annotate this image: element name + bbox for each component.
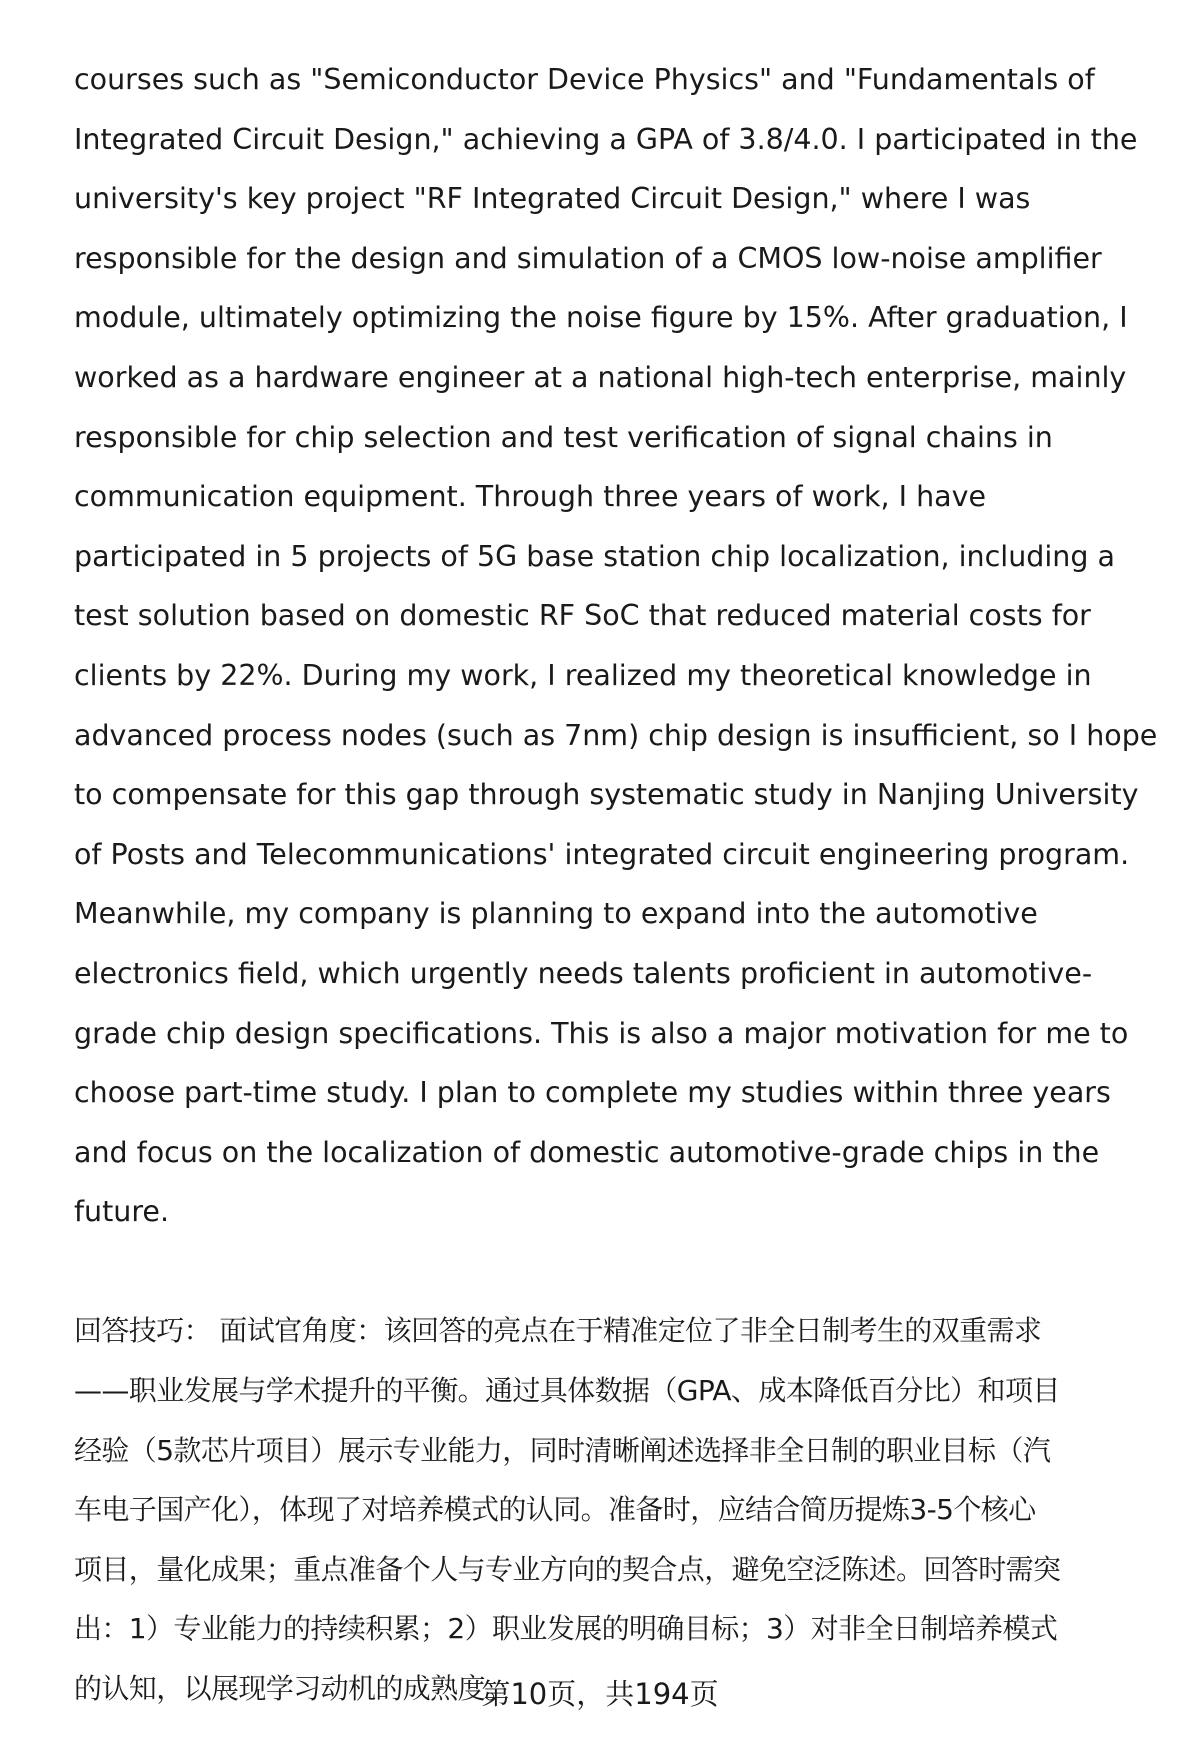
text-line: worked as a hardware engineer at a national high-tech enterprise, mainly xyxy=(74,360,1127,394)
text-line: university's key project "RF Integrated Circuit Design," where I was xyxy=(74,182,1031,216)
text-line: of Posts and Telecommunications' integrated circuit engineering program. xyxy=(74,837,1130,871)
text-line: clients by 22%. During my work, I realized my theoretical knowledge in xyxy=(74,658,1092,692)
document-page xyxy=(74,50,1158,1719)
text-line: ——职业发展与学术提升的平衡。通过具体数据（GPA、成本降低百分比）和项目 xyxy=(74,1374,1060,1408)
text-line: participated in 5 projects of 5G base station chip localization, including a xyxy=(74,539,1115,573)
text-line: and focus on the localization of domestic automotive-grade chips in the xyxy=(74,1135,1100,1169)
answer-paragraph xyxy=(74,50,1158,1242)
page-number: 第10页，共194页 xyxy=(481,1677,719,1711)
text-line: choose part-time study. I plan to complete my studies within three years xyxy=(74,1076,1111,1110)
text-line: 回答技巧： 面试官角度：该回答的亮点在于精准定位了非全日制考生的双重需求 xyxy=(74,1314,1042,1348)
text-line: communication equipment. Through three years of work, I have xyxy=(74,480,987,514)
answer-tips-paragraph xyxy=(74,1301,1154,1718)
text-line: responsible for the design and simulation of a CMOS low-noise amplifier xyxy=(74,241,1102,275)
text-line: responsible for chip selection and test verification of signal chains in xyxy=(74,420,1053,454)
text-line: Integrated Circuit Design," achieving a GPA of 3.8/4.0. I participated in the xyxy=(74,122,1138,156)
text-line: test solution based on domestic RF SoC that reduced material costs for xyxy=(74,599,1091,633)
text-line: courses such as "Semiconductor Device Physics" and "Fundamentals of xyxy=(74,63,1095,96)
text-line: future. xyxy=(74,1195,170,1229)
text-line: 车电子国产化），体现了对培养模式的认同。准备时，应结合简历提炼3-5个核心 xyxy=(74,1493,1036,1527)
text-line: 项目，量化成果；重点准备个人与专业方向的契合点，避免空泛陈述。回答时需突 xyxy=(74,1552,1061,1586)
text-line: 经验（5款芯片项目）展示专业能力，同时清晰阐述选择非全日制的职业目标（汽 xyxy=(74,1433,1051,1467)
text-line: module, ultimately optimizing the noise figure by 15%. After graduation, I xyxy=(74,301,1128,335)
text-line: grade chip design specifications. This is also a major motivation for me to xyxy=(74,1016,1129,1050)
text-line: 出：1）专业能力的持续积累；2）职业发展的明确目标；3）对非全日制培养模式 xyxy=(74,1612,1058,1646)
text-line: to compensate for this gap through systematic study in Nanjing University xyxy=(74,778,1139,812)
text-line: electronics field, which urgently needs talents proficient in automotive- xyxy=(74,956,1093,990)
text-line: Meanwhile, my company is planning to expand into the automotive xyxy=(74,897,1038,931)
text-line: 的认知，以展现学习动机的成熟度。 xyxy=(74,1672,513,1706)
text-line: advanced process nodes (such as 7nm) chip design is insufficient, so I hope xyxy=(74,718,1158,752)
